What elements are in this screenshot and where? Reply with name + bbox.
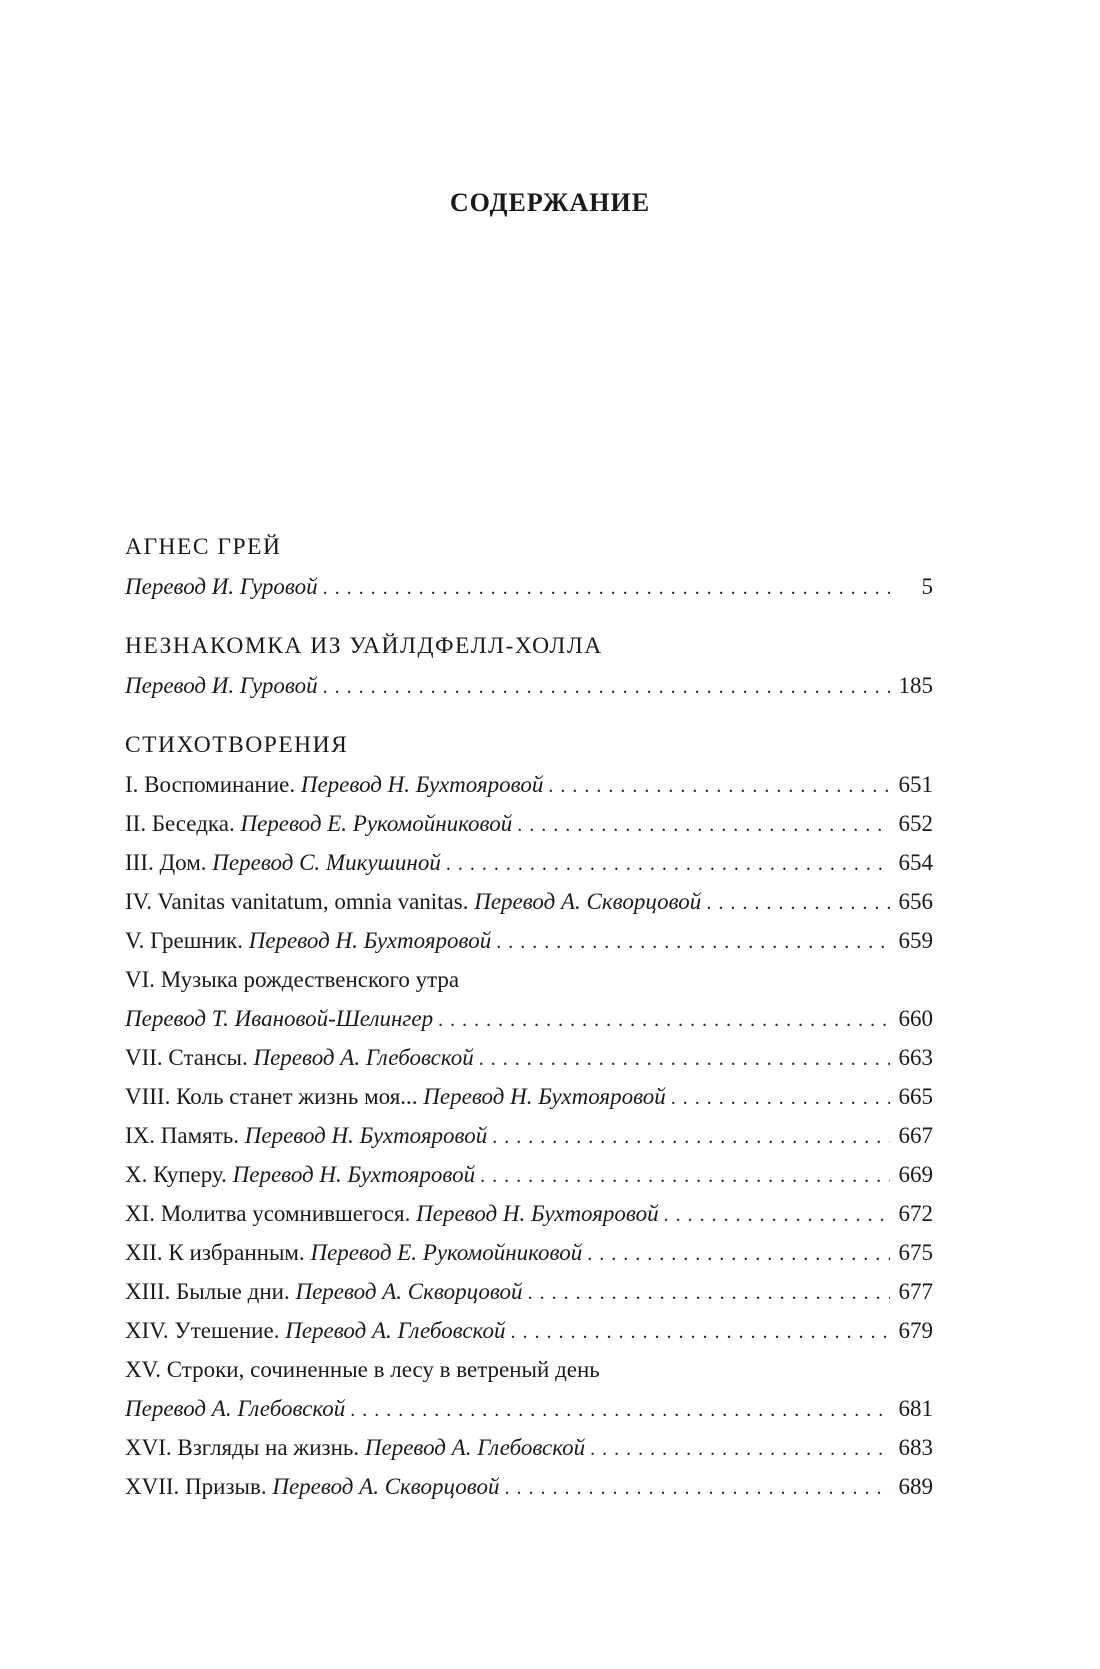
page-number: 652 (898, 811, 933, 836)
dot-leader (323, 668, 890, 707)
entry-title: VII. Стансы. (125, 1045, 254, 1070)
entry-translator: Перевод Н. Бухтояровой (300, 772, 544, 797)
entry-title: VIII. Коль станет жизнь моя... (125, 1084, 424, 1109)
dot-leader (350, 1391, 890, 1430)
dot-leader (517, 806, 890, 845)
dot-leader (480, 1157, 890, 1196)
page-number: 675 (898, 1240, 933, 1265)
entry-text (125, 1038, 474, 1077)
entry-text (125, 843, 441, 882)
toc-entry[interactable] (125, 999, 933, 1038)
entry-translator: Перевод С. Микушиной (212, 850, 441, 875)
toc-section (125, 726, 933, 1506)
entry-text (125, 1077, 666, 1116)
dot-leader (590, 1430, 890, 1469)
entry-title-line: VI. Музыка рождественского утра (125, 967, 460, 992)
entry-translator: Перевод А. Глебовской (364, 1435, 586, 1460)
toc-section (125, 627, 933, 705)
entry-translator: Перевод Е. Рукомойниковой (310, 1240, 583, 1265)
entry-title: II. Беседка. (125, 811, 241, 836)
dot-leader (492, 1118, 890, 1157)
entry-translator: Перевод И. Гуровой (125, 673, 318, 698)
toc-entry[interactable] (125, 843, 933, 882)
toc-entry[interactable] (125, 882, 933, 921)
entry-translator: Перевод А. Скворцовой (295, 1279, 523, 1304)
page-number: 681 (898, 1396, 933, 1421)
entry-translator: Перевод А. Глебовской (285, 1318, 506, 1343)
entry-text (125, 999, 433, 1038)
dot-leader (438, 1001, 890, 1040)
entry-text (125, 882, 701, 921)
dot-leader (496, 923, 890, 962)
page-number: 665 (898, 1084, 933, 1109)
toc-entry[interactable] (125, 1038, 933, 1077)
section-title: СТИХОТВОРЕНИЯ (125, 732, 349, 758)
entry-title: XVII. Призыв. (125, 1474, 273, 1499)
page-number: 683 (898, 1435, 933, 1460)
entry-title-line: XV. Строки, сочиненные в лесу в ветреный день (125, 1357, 600, 1382)
entry-text (125, 1311, 505, 1350)
dot-leader (664, 1196, 890, 1235)
page-number: 660 (898, 1006, 933, 1031)
toc-entry[interactable] (125, 1077, 933, 1116)
table-of-contents (125, 528, 933, 1527)
entry-text (125, 804, 512, 843)
toc-entry[interactable] (125, 1428, 933, 1467)
dot-leader (706, 884, 890, 923)
entry-title: XIV. Утешение. (125, 1318, 286, 1343)
entry-text (125, 1116, 487, 1155)
entry-translator: Перевод А. Глебовской (125, 1396, 346, 1421)
section-title: АГНЕС ГРЕЙ (125, 534, 282, 560)
toc-entry[interactable] (125, 1155, 933, 1194)
entry-text (125, 1467, 499, 1506)
entry-title: X. Куперу. (125, 1162, 233, 1187)
page-number: 672 (898, 1201, 933, 1226)
page-number: 659 (898, 928, 933, 953)
dot-leader (510, 1313, 890, 1352)
dot-leader (548, 767, 890, 806)
page-number: 656 (898, 889, 933, 914)
dot-leader (446, 845, 890, 884)
entry-translator: Перевод Н. Бухтояровой (423, 1084, 666, 1109)
entry-translator: Перевод Н. Бухтояровой (244, 1123, 488, 1148)
dot-leader (528, 1274, 890, 1313)
page-number: 651 (898, 772, 933, 797)
page-number: 689 (898, 1474, 933, 1499)
toc-entry[interactable] (125, 666, 933, 705)
toc-entry[interactable] (125, 1389, 933, 1428)
toc-entry[interactable] (125, 567, 933, 606)
toc-entry[interactable] (125, 804, 933, 843)
entry-title: IX. Память. (125, 1123, 245, 1148)
dot-leader (479, 1040, 890, 1079)
page-number: 679 (898, 1318, 933, 1343)
toc-entry[interactable] (125, 1194, 933, 1233)
entry-title: V. Грешник. (125, 928, 249, 953)
entry-text (125, 1428, 585, 1467)
toc-section (125, 528, 933, 606)
page-number: 677 (898, 1279, 933, 1304)
page-number: 669 (898, 1162, 933, 1187)
dot-leader (504, 1469, 890, 1508)
entry-text (125, 1233, 582, 1272)
entry-title: I. Воспоминание. (125, 772, 301, 797)
page-number: 654 (898, 850, 933, 875)
entry-text (125, 1389, 345, 1428)
entry-translator: Перевод И. Гуровой (125, 574, 318, 599)
page-title: СОДЕРЖАНИЕ (449, 188, 651, 217)
toc-entry[interactable] (125, 1272, 933, 1311)
toc-entry[interactable] (125, 1467, 933, 1506)
entry-title: III. Дом. (125, 850, 213, 875)
dot-leader (323, 569, 890, 608)
toc-entry[interactable] (125, 1233, 933, 1272)
dot-leader (671, 1079, 890, 1118)
entry-text (125, 1194, 659, 1233)
page-number: 667 (898, 1123, 933, 1148)
entry-title: XVI. Взгляды на жизнь. (125, 1435, 365, 1460)
entry-title: XII. К избранным. (125, 1240, 311, 1265)
entry-translator: Перевод Н. Бухтояровой (232, 1162, 476, 1187)
toc-entry[interactable] (125, 1116, 933, 1155)
entry-translator: Перевод А. Скворцовой (272, 1474, 500, 1499)
toc-entry[interactable] (125, 1311, 933, 1350)
entry-title: XI. Молитва усомнившегося. (125, 1201, 417, 1226)
entry-text (125, 921, 491, 960)
entry-text (125, 765, 543, 804)
page-number: 663 (898, 1045, 933, 1070)
entry-title: IV. Vanitas vanitatum, omnia vanitas. (125, 889, 475, 914)
entry-translator: Перевод Н. Бухтояровой (248, 928, 492, 953)
entry-text (125, 567, 318, 606)
entry-translator: Перевод Е. Рукомойниковой (240, 811, 513, 836)
entry-text (125, 1155, 475, 1194)
entry-translator: Перевод А. Скворцовой (474, 889, 702, 914)
dot-leader (587, 1235, 890, 1274)
page-number: 5 (921, 574, 933, 599)
toc-entry[interactable] (125, 921, 933, 960)
entry-translator: Перевод Н. Бухтояровой (416, 1201, 659, 1226)
entry-translator: Перевод Т. Ивановой-Шелингер (125, 1006, 434, 1031)
entry-translator: Перевод А. Глебовской (253, 1045, 474, 1070)
entry-text (125, 666, 318, 705)
section-title: НЕЗНАКОМКА ИЗ УАЙЛДФЕЛЛ-ХОЛЛА (125, 633, 603, 659)
page-number: 185 (898, 673, 933, 698)
entry-title: XIII. Былые дни. (125, 1279, 296, 1304)
entry-text (125, 1272, 523, 1311)
toc-entry[interactable] (125, 765, 933, 804)
